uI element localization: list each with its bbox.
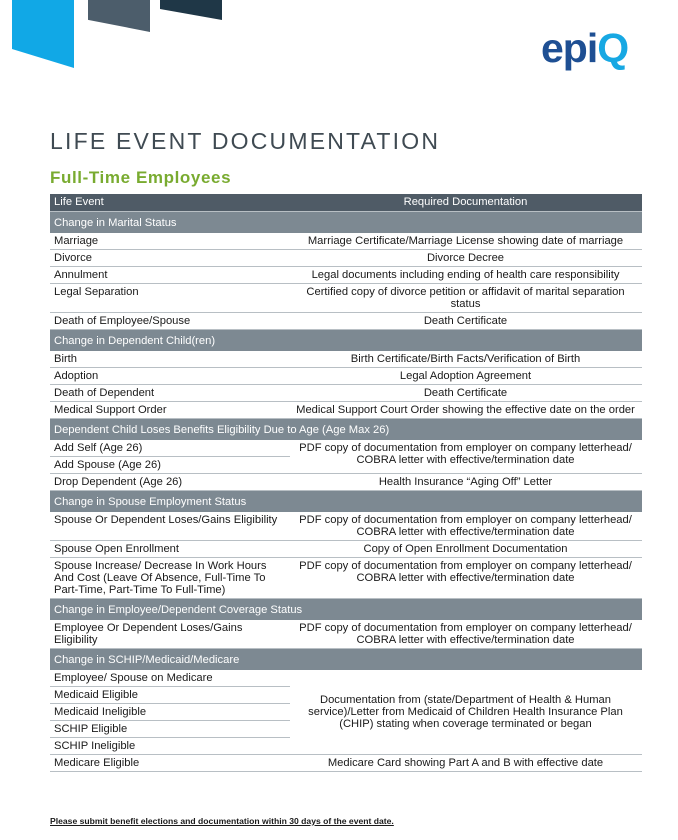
table-row xyxy=(50,541,642,558)
documentation-cell: Documentation from (state/Department of Health & Human service)/Letter from Medicaid of Children Health Insurance Plan (CHIP) stating when coverage terminated or began xyxy=(290,670,642,755)
life-event-cell: Add Spouse (Age 26) xyxy=(50,457,290,474)
life-event-table xyxy=(50,194,642,772)
section-title: Change in Spouse Employment Status xyxy=(50,491,642,512)
section-header-coverage-status xyxy=(50,599,642,620)
documentation-cell: Copy of Open Enrollment Documentation xyxy=(290,541,642,558)
submission-notice: Please submit benefit elections and documentation within 30 days of the event date. xyxy=(50,816,394,826)
life-event-cell: SCHIP Ineligible xyxy=(50,738,290,755)
table-header-row xyxy=(50,194,642,212)
table-row xyxy=(50,620,642,649)
life-event-cell: Medicare Eligible xyxy=(50,755,290,772)
life-event-cell: Legal Separation xyxy=(50,284,290,313)
table-row xyxy=(50,267,642,284)
documentation-cell: Health Insurance “Aging Off” Letter xyxy=(290,474,642,491)
documentation-cell: Medical Support Court Order showing the effective date on the order xyxy=(290,402,642,419)
life-event-cell: Adoption xyxy=(50,368,290,385)
table-row xyxy=(50,440,642,457)
table-row xyxy=(50,284,642,313)
life-event-cell: Spouse Increase/ Decrease In Work Hours And Cost (Leave Of Absence, Full-Time To Part-Time, Part-Time To Full-Time) xyxy=(50,558,290,599)
life-event-cell: Employee/ Spouse on Medicare xyxy=(50,670,290,687)
section-title: Change in SCHIP/Medicaid/Medicare xyxy=(50,649,642,670)
table-row xyxy=(50,402,642,419)
table-row xyxy=(50,512,642,541)
documentation-cell: Death Certificate xyxy=(290,385,642,402)
documentation-cell: PDF copy of documentation from employer on company letterhead/ COBRA letter with effective/termination date xyxy=(290,558,642,599)
life-event-cell: SCHIP Eligible xyxy=(50,721,290,738)
life-event-cell: Annulment xyxy=(50,267,290,284)
documentation-cell: PDF copy of documentation from employer on company letterhead/ COBRA letter with effective/termination date xyxy=(290,512,642,541)
section-title: Change in Dependent Child(ren) xyxy=(50,330,642,351)
life-event-cell: Death of Employee/Spouse xyxy=(50,313,290,330)
page-subtitle: Full-Time Employees xyxy=(50,168,232,187)
life-event-cell: Add Self (Age 26) xyxy=(50,440,290,457)
section-title: Dependent Child Loses Benefits Eligibility Due to Age (Age Max 26) xyxy=(50,419,642,440)
table-row xyxy=(50,250,642,267)
life-event-cell: Medicaid Ineligible xyxy=(50,704,290,721)
documentation-cell: Certified copy of divorce petition or affidavit of marital separation status xyxy=(290,284,642,313)
section-title: Change in Marital Status xyxy=(50,212,642,233)
life-event-cell: Marriage xyxy=(50,233,290,250)
column-header-required-documentation: Required Documentation xyxy=(290,194,642,212)
decorative-blue-banner xyxy=(12,0,74,68)
life-event-cell: Divorce xyxy=(50,250,290,267)
table-row xyxy=(50,755,642,772)
life-event-cell: Birth xyxy=(50,351,290,368)
decorative-navy-banner xyxy=(160,0,222,20)
documentation-cell: PDF copy of documentation from employer on company letterhead/ COBRA letter with effective/termination date xyxy=(290,620,642,649)
documentation-cell: Marriage Certificate/Marriage License showing date of marriage xyxy=(290,233,642,250)
table-row xyxy=(50,233,642,250)
section-header-age-eligibility xyxy=(50,419,642,440)
table-row xyxy=(50,313,642,330)
documentation-cell: Death Certificate xyxy=(290,313,642,330)
table-row xyxy=(50,558,642,599)
section-header-marital-status xyxy=(50,212,642,233)
documentation-cell: PDF copy of documentation from employer on company letterhead/ COBRA letter with effective/termination date xyxy=(290,440,642,474)
documentation-cell: Legal Adoption Agreement xyxy=(290,368,642,385)
decorative-gray-banner xyxy=(88,0,150,32)
life-event-cell: Spouse Open Enrollment xyxy=(50,541,290,558)
life-event-cell: Drop Dependent (Age 26) xyxy=(50,474,290,491)
section-title: Change in Employee/Dependent Coverage Status xyxy=(50,599,642,620)
column-header-life-event: Life Event xyxy=(50,194,290,212)
section-header-spouse-employment xyxy=(50,491,642,512)
section-header-dependent-children xyxy=(50,330,642,351)
page-title: LIFE EVENT DOCUMENTATION xyxy=(50,128,441,154)
life-event-cell: Spouse Or Dependent Loses/Gains Eligibility xyxy=(50,512,290,541)
logo-main: epi xyxy=(541,25,598,71)
life-event-cell: Medical Support Order xyxy=(50,402,290,419)
section-header-schip-medicaid-medicare xyxy=(50,649,642,670)
epiq-logo xyxy=(541,25,629,71)
table-row xyxy=(50,351,642,368)
documentation-cell: Birth Certificate/Birth Facts/Verification of Birth xyxy=(290,351,642,368)
table-row xyxy=(50,385,642,402)
table-row xyxy=(50,670,642,687)
logo-accent: Q xyxy=(597,25,629,71)
life-event-cell: Death of Dependent xyxy=(50,385,290,402)
documentation-cell: Legal documents including ending of health care responsibility xyxy=(290,267,642,284)
documentation-cell: Medicare Card showing Part A and B with effective date xyxy=(290,755,642,772)
table-row xyxy=(50,368,642,385)
life-event-cell: Employee Or Dependent Loses/Gains Eligibility xyxy=(50,620,290,649)
documentation-cell: Divorce Decree xyxy=(290,250,642,267)
table-row xyxy=(50,474,642,491)
life-event-cell: Medicaid Eligible xyxy=(50,687,290,704)
